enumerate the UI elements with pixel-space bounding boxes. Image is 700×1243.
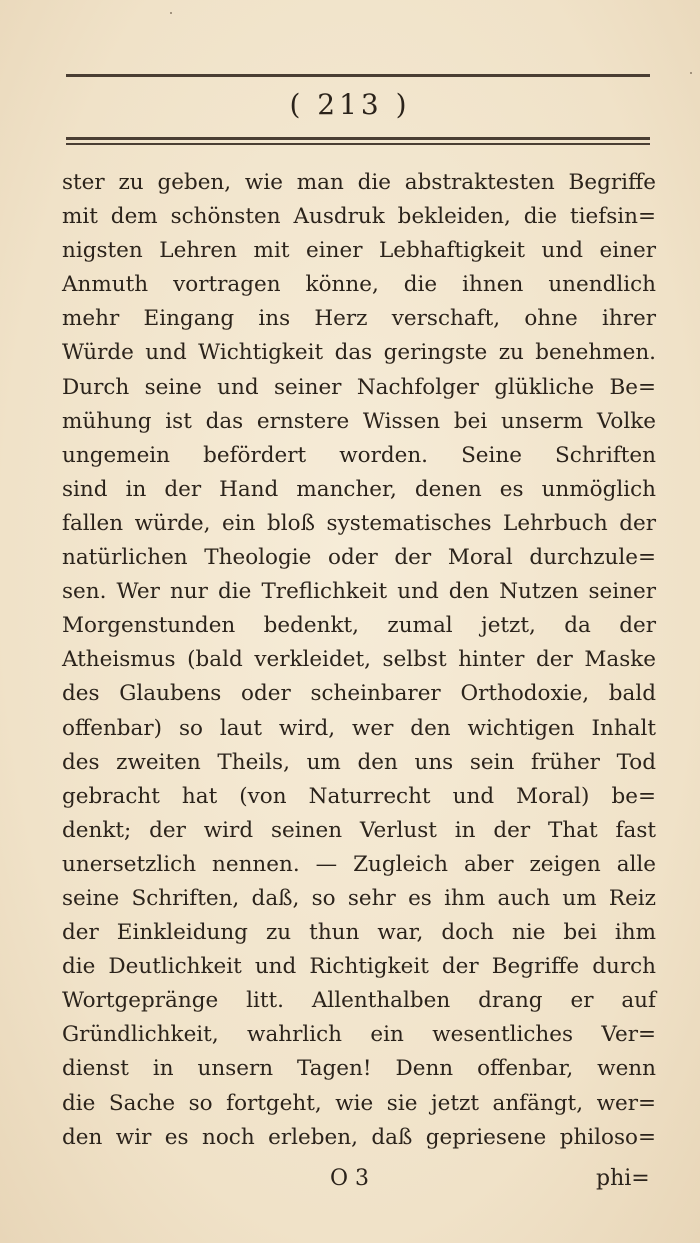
text-line: mit dem schönsten Ausdruk bekleiden, die tiefsin= [62, 204, 656, 230]
paper-speck [170, 12, 172, 14]
text-line: Würde und Wichtigkeit das geringste zu benehmen. [62, 340, 656, 366]
text-line: nigsten Lehren mit einer Lebhaftigkeit und einer [62, 238, 656, 264]
text-line: mühung ist das ernstere Wissen bei unserm Volke [62, 408, 656, 434]
text-line: natürlichen Theologie oder der Moral durchzule= [62, 545, 656, 571]
text-line: des zweiten Theils, um den uns sein früher Tod [62, 749, 656, 775]
body-text [62, 166, 656, 1155]
text-line: der Einkleidung zu thun war, doch nie bei ihm [62, 920, 656, 946]
header-rule-top [66, 74, 650, 77]
text-line: die Sache so fortgeht, wie sie jetzt anfängt, wer= [62, 1090, 656, 1116]
text-line: gebracht hat (von Naturrecht und Moral) be= [62, 783, 656, 809]
text-line: Gründlichkeit, wahrlich ein wesentliches Ver= [62, 1022, 656, 1048]
text-line: seine Schriften, daß, so sehr es ihm auch um Reiz [62, 885, 656, 911]
signature-mark: O 3 [330, 1166, 370, 1191]
text-line: dienst in unsern Tagen! Denn offenbar, wenn [62, 1056, 656, 1082]
text-line: den wir es noch erleben, daß gepriesene philoso= [62, 1124, 656, 1150]
text-line: offenbar) so laut wird, wer den wichtigen Inhalt [62, 715, 656, 741]
text-line: sind in der Hand mancher, denen es unmöglich [62, 476, 656, 502]
text-line: Anmuth vortragen könne, die ihnen unendlich [62, 272, 656, 298]
text-line: ungemein befördert worden. Seine Schriften [62, 442, 656, 468]
text-line: Wortgepränge litt. Allenthalben drang er auf [62, 988, 656, 1014]
text-line: die Deutlichkeit und Richtigkeit der Begriffe durch [62, 954, 656, 980]
header-rule-bottom-thin [66, 143, 650, 145]
catchword: phi= [596, 1166, 650, 1191]
text-line: des Glaubens oder scheinbarer Orthodoxie, bald [62, 681, 656, 707]
page-number: ( 213 ) [289, 88, 411, 121]
header-rule-bottom [66, 137, 650, 140]
text-line: denkt; der wird seinen Verlust in der That fast [62, 817, 656, 843]
text-line: Atheismus (bald verkleidet, selbst hinter der Maske [62, 647, 656, 673]
text-line: unersetzlich nennen. — Zugleich aber zeigen alle [62, 851, 656, 877]
text-line: sen. Wer nur die Treflichkeit und den Nutzen seiner [62, 579, 656, 605]
paper-speck [690, 72, 692, 74]
text-line: ster zu geben, wie man die abstraktesten Begriffe [62, 170, 656, 195]
text-line: fallen würde, ein bloß systematisches Lehrbuch der [62, 510, 656, 536]
text-line: Durch seine und seiner Nachfolger glükliche Be= [62, 374, 656, 400]
text-line: Morgenstunden bedenkt, zumal jetzt, da der [62, 613, 656, 639]
text-line: mehr Eingang ins Herz verschaft, ohne ihrer [62, 306, 656, 332]
